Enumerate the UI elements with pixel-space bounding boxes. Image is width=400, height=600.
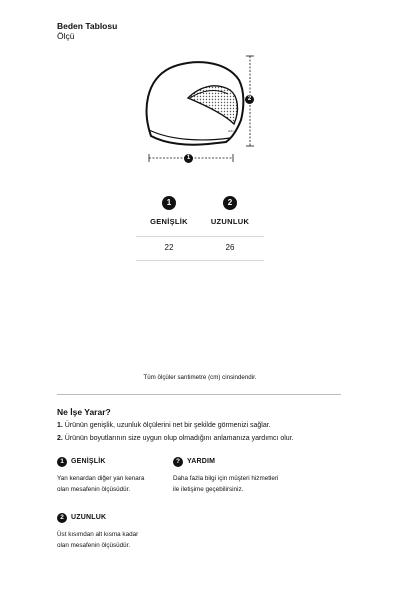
length-block-title: UZUNLUK bbox=[71, 514, 107, 521]
column-number-width: 1 bbox=[162, 196, 176, 210]
help-icon: ? bbox=[173, 457, 183, 467]
length-block-text: Üst kısımdan alt kısma kadar olan mesafenin ölçüsüdür. bbox=[57, 531, 139, 549]
page-subtitle: Ölçü bbox=[57, 31, 75, 41]
cell-width-value: 22 bbox=[164, 243, 174, 252]
info-title: Ne İşe Yarar? bbox=[57, 407, 111, 417]
section-divider bbox=[57, 394, 341, 395]
column-header-width: GENİŞLİK bbox=[150, 217, 188, 226]
column-header-length: UZUNLUK bbox=[210, 217, 250, 226]
help-block-title: YARDIM bbox=[187, 458, 216, 465]
units-note: Tüm ölçüler santimetre (cm) cinsindendir. bbox=[143, 374, 257, 381]
help-block-text: Daha fazla bilgi için müşteri hizmetleri ile iletişime geçebilirsiniz. bbox=[173, 475, 279, 493]
dimension-marker-length: 2 bbox=[245, 95, 254, 104]
width-number-icon: 1 bbox=[57, 457, 67, 467]
table-divider-bottom bbox=[136, 260, 264, 261]
info-item-text: Ürünün genişlik, uzunluk ölçülerini net bir şekilde görmenizi sağlar. bbox=[64, 422, 271, 429]
page-title: Beden Tablosu bbox=[57, 21, 118, 31]
beanie-tag: dsbn bbox=[228, 129, 234, 133]
width-block-title: GENİŞLİK bbox=[71, 458, 106, 465]
column-number-length: 2 bbox=[223, 196, 237, 210]
info-item bbox=[57, 422, 271, 429]
info-item-text: Ürünün boyutlarının size uygun olup olmadığını anlamanıza yardımcı olur. bbox=[64, 435, 294, 442]
dimension-marker-width: 1 bbox=[184, 154, 193, 163]
info-item bbox=[57, 435, 294, 442]
length-number-icon: 2 bbox=[57, 513, 67, 523]
info-item-number: 2. bbox=[57, 435, 63, 442]
beanie-illustration bbox=[130, 50, 270, 170]
cell-length-value: 26 bbox=[225, 243, 235, 252]
width-block-text: Yan kenardan diğer yan kenara olan mesafenin ölçüsüdür. bbox=[57, 475, 145, 493]
table-divider-top bbox=[136, 236, 264, 237]
info-item-number: 1. bbox=[57, 422, 63, 429]
